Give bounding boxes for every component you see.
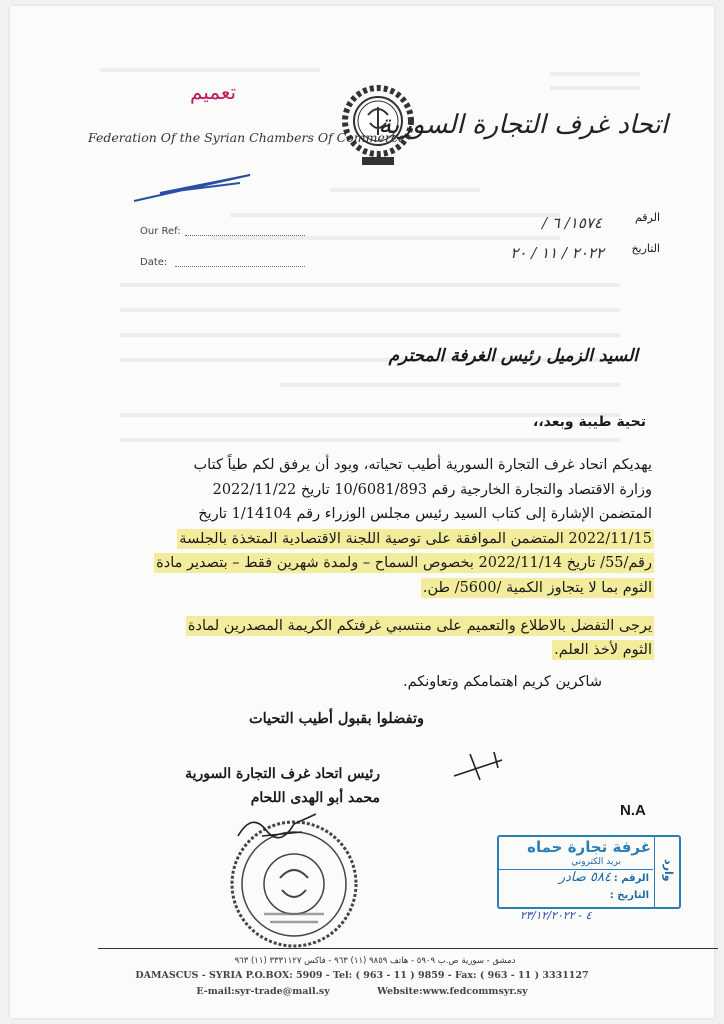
body-line [112, 527, 652, 552]
our-ref-line [185, 235, 305, 236]
handwritten-signature-left [130, 169, 260, 209]
stamp-number-label: الرقم : [613, 873, 649, 884]
federation-name-en: Federation Of the Syrian Chambers Of Commerce [88, 130, 406, 145]
highlighted-text: يرجى التفضل بالاطلاع والتعميم على منتسبي غرفتكم الكريمة المصدرين لمادة [187, 618, 652, 634]
body-line [112, 551, 652, 576]
highlighted-text: الثوم بما لا يتجاوز الكمية /5600/ طن. [422, 579, 652, 596]
stamp-subtitle: بريد الكتروني [571, 857, 621, 867]
request-paragraph [92, 614, 652, 662]
letter-page [10, 6, 714, 1018]
body-line: يهديكم اتحاد غرف التجارة السورية أطيب تحياته، ويود أن يرفق لكم طياً كتاب [193, 457, 652, 473]
body-line [112, 576, 652, 601]
stamp-title: غرفة تجارة حماه [527, 838, 651, 856]
date-label-ar: التاريخ [631, 242, 660, 255]
our-ref-label: Our Ref: [140, 226, 181, 237]
incoming-mail-stamp [497, 835, 681, 909]
closing-line: وتفضلوا بقبول أطيب التحيات [249, 710, 424, 727]
ref-label-ar: الرقم [634, 211, 660, 224]
thanks-line: شاكرين كريم اهتمامكم وتعاونكم. [403, 674, 602, 690]
footer-address-en: DAMASCUS - SYRIA P.O.BOX: 5909 - Tel: ( 963 - 11 ) 9859 - Fax: ( 963 - 11 ) 3331127 [135, 970, 589, 981]
handwritten-signature [450, 746, 510, 786]
salutation: السيد الزميل رئيس الغرفة المحترم [388, 346, 638, 366]
highlighted-text: رقم/55/ تاريخ 2022/11/14 بخصوص السماح – ولمدة شهرين فقط – بتصدير مادة [156, 555, 652, 571]
handwritten-signature-seal [232, 806, 322, 846]
stamp-date-label: التاريخ : [609, 890, 649, 901]
footer-website: Website:www.fedcommsyr.sy [377, 986, 528, 997]
date-line [175, 266, 305, 267]
footer-contacts [10, 986, 714, 997]
greeting: تحية طيبة وبعد،، [533, 414, 646, 430]
stamp-side-label: وارد [662, 859, 675, 882]
federation-name-ar: اتحاد غرف التجارة السورية [378, 110, 668, 140]
stamp-number-value: ٥٨٤ صادر [558, 870, 611, 885]
body-line: وزارة الاقتصاد والتجارة الخارجية رقم 10/6081/893 تاريخ 2022/11/22 [212, 481, 652, 498]
letter-body [112, 453, 652, 600]
footer-address-ar: دمشق - سورية ص.ب ٥٩٠٩ - هاتف ٩٨٥٩ (١١) ٩٦٣ - فاكس ٣٣٣١١٢٧ (١١) ٩٦٣ [234, 956, 516, 966]
circular-stamp-word: تعميم [190, 80, 237, 104]
date-value: ٢٠٢٢ / ١١ / ٢٠ [510, 244, 604, 262]
footer-email: E-mail:syr-trade@mail.sy [196, 986, 330, 997]
signatory-name: محمد أبو الهدى اللحام [250, 790, 380, 806]
initials: N.A [620, 802, 646, 819]
stamp-side-panel [654, 837, 679, 907]
ref-number: ١٥٧٤/ ٦ / [542, 214, 602, 232]
signatory-title: رئيس اتحاد غرف التجارة السورية [185, 766, 380, 782]
stamp-handwritten-date: ٤ - ٢٣/١٢/٢٠٢٢ [520, 909, 592, 922]
body-line: المتضمن الإشارة إلى كتاب السيد رئيس مجلس الوزراء رقم 1/14104 تاريخ [198, 506, 652, 522]
highlighted-text: الثوم لأخذ العلم. [554, 642, 652, 658]
date-label: Date: [140, 257, 168, 268]
highlighted-text: 2022/11/15 المتضمن الموافقة على توصية اللجنة الاقتصادية المتخذة بالجلسة [179, 530, 652, 547]
footer-divider [98, 948, 718, 949]
